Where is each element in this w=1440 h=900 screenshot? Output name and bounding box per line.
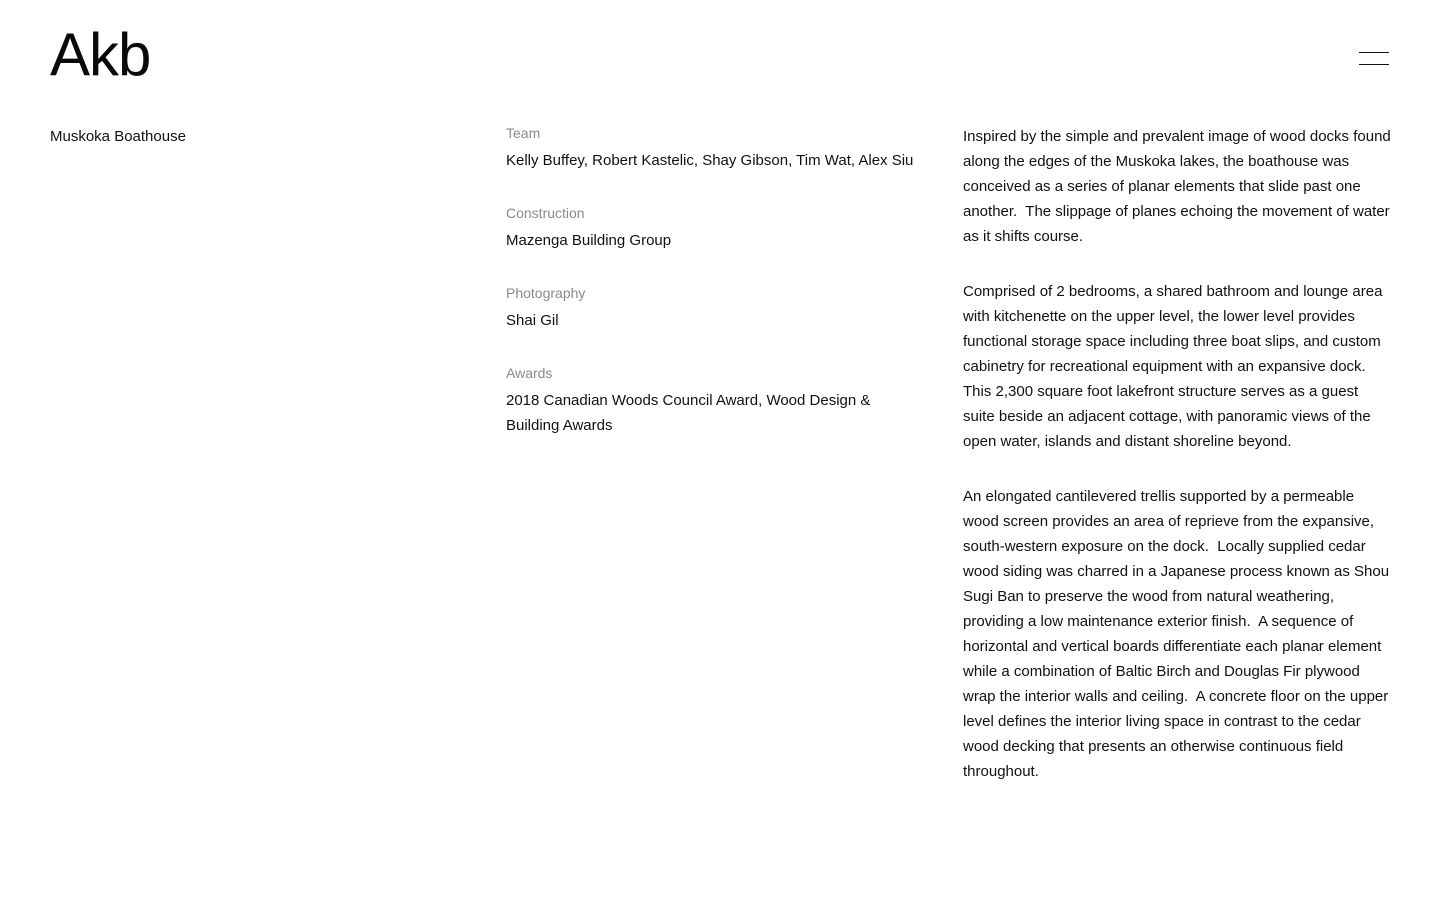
logo-home-link[interactable]: Akb <box>50 21 151 88</box>
credit-awards <box>506 362 926 438</box>
credit-construction <box>506 202 926 253</box>
description-paragraph: Inspired by the simple and prevalent image of wood docks found along the edges of the Muskoka lakes, the boathouse was conceived as a series of planar elements that slide past one another. The slippage of planes echoing the movement of water as it shifts course. <box>963 128 1395 245</box>
credit-value: Kelly Buffey, Robert Kastelic, Shay Gibson, Tim Wat, Alex Siu <box>506 152 914 169</box>
credit-value: Mazenga Building Group <box>506 232 672 249</box>
credit-label: Team <box>506 125 541 141</box>
project-title: Muskoka Boathouse <box>50 128 186 145</box>
credit-label: Photography <box>506 285 586 301</box>
credit-value: 2018 Canadian Woods Council Award, Wood Design & Building Awards <box>506 392 871 434</box>
credit-value: Shai Gil <box>506 312 559 329</box>
project-description <box>963 124 1393 814</box>
project-credits <box>506 122 926 467</box>
credit-photography <box>506 282 926 333</box>
credit-label: Awards <box>506 365 553 381</box>
credit-team <box>506 122 926 173</box>
menu-button[interactable] <box>1352 44 1396 74</box>
description-paragraph: Comprised of 2 bedrooms, a shared bathroom and lounge area with kitchenette on the upper level, the lower level provides functional storage space including three boat slips, and custom cabinetry for recreational equipment with an expansive dock. This 2,300 square foot lakefront structure serves as a guest suite beside an adjacent cottage, with panoramic views of the open water, islands and distant shoreline beyond. <box>963 283 1387 450</box>
credit-label: Construction <box>506 205 585 221</box>
description-paragraph: An elongated cantilevered trellis supported by a permeable wood screen provides an area of reprieve from the expansive, south-western exposure on the dock. Locally supplied cedar wood siding was charred in a Japanese process known as Shou Sugi Ban to preserve the wood from natural weathering, providing a low maintenance exterior finish. A sequence of horizontal and vertical boards differentiate each planar element while a combination of Baltic Birch and Douglas Fir plywood wrap the interior walls and ceiling. A concrete floor on the upper level defines the interior living space in contrast to the cedar wood decking that presents an otherwise continuous field throughout. <box>963 488 1394 780</box>
